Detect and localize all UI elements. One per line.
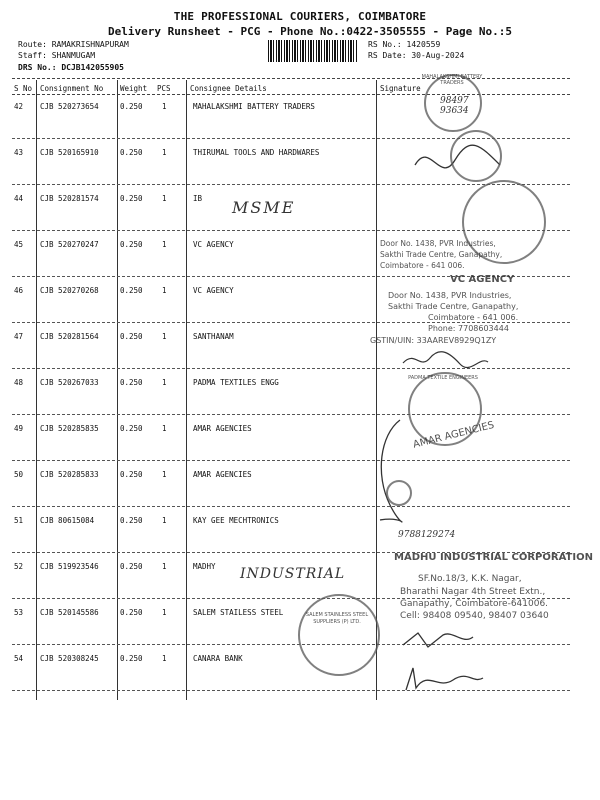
row-pcs: 1: [162, 286, 167, 295]
row-divider: [12, 644, 570, 645]
row-consignment: CJB 520267033: [40, 378, 99, 387]
handwritten-industrial: INDUSTRIAL: [240, 566, 346, 582]
row-weight: 0.250: [120, 102, 143, 111]
table-row: [0, 464, 600, 510]
document-title: THE PROFESSIONAL COURIERS, COIMBATORE: [173, 10, 427, 23]
madhu-stamp-address-2: [400, 586, 549, 622]
vc-agency-stamp-2: [388, 290, 518, 334]
rs-date-line: [368, 51, 464, 60]
row-divider: [12, 506, 570, 507]
row-sno: 46: [14, 286, 24, 295]
row-consignee: THIRUMAL TOOLS AND HARDWARES: [193, 148, 320, 157]
rs-no-value: 1420559: [406, 40, 441, 49]
signature-scribble: 98497 93634: [440, 96, 469, 116]
row-consignee: PADMA TEXTILES ENGG: [193, 378, 279, 387]
row-pcs: 1: [162, 194, 167, 203]
row-consignment: CJB 520308245: [40, 654, 99, 663]
row-weight: 0.250: [120, 654, 143, 663]
row-divider: [12, 414, 570, 415]
amar-agencies-stamp: AMAR AGENCIES: [412, 419, 496, 451]
vc-stamp-gstin: GSTIN/UIN: 33AAREV8929Q1ZY: [370, 336, 497, 345]
row-weight: 0.250: [120, 332, 143, 341]
madhu-handwritten-number: 9788129274: [398, 530, 456, 540]
vc-agency-name: VC AGENCY: [450, 274, 515, 285]
column-header-consignment: Consignment No: [40, 84, 104, 93]
route-line: [18, 40, 129, 49]
vc-stamp-line: Door No. 1438, PVR Industries,: [380, 239, 496, 248]
vc-stamp-line: Coimbatore - 641 006.: [380, 261, 465, 270]
signature-row-47: [400, 348, 490, 372]
row-consignee: SANTHANAM: [193, 332, 234, 341]
row-consignment: CJB 520165910: [40, 148, 99, 157]
row-consignee: IB: [193, 194, 203, 203]
column-header-signature: Signature: [380, 84, 421, 93]
row-pcs: 1: [162, 240, 167, 249]
route-label: Route:: [18, 40, 47, 49]
column-header-weight: Weight: [120, 84, 148, 93]
row-weight: 0.250: [120, 562, 143, 571]
madhu-stamp-name: MADHU INDUSTRIAL CORPORATION: [394, 552, 593, 563]
rs-no-label: RS No.:: [368, 40, 402, 49]
row-sno: 52: [14, 562, 24, 571]
barcode: [268, 40, 358, 62]
row-sno: 43: [14, 148, 24, 157]
madhu-stamp-line: Bharathi Nagar 4th Street Extn.,: [400, 587, 546, 597]
row-pcs: 1: [162, 562, 167, 571]
row-consignee: KAY GEE MECHTRONICS: [193, 516, 279, 525]
row-pcs: 1: [162, 470, 167, 479]
madhu-stamp-line: SF.No.18/3, K.K. Nagar,: [418, 574, 522, 584]
row-pcs: 1: [162, 654, 167, 663]
row-pcs: 1: [162, 424, 167, 433]
salem-stamp-text: SALEM STAINLESS STEEL SUPPLIERS (P) LTD.: [305, 612, 369, 625]
amar-signature-circle: [386, 480, 412, 506]
table-row: [0, 372, 600, 418]
drs-line: [18, 63, 124, 72]
vc-agency-stamp: [380, 238, 502, 271]
rs-date-label: RS Date:: [368, 51, 407, 60]
row-sno: 45: [14, 240, 24, 249]
signature-row-54: [398, 660, 488, 700]
row-consignment: CJB 520270268: [40, 286, 99, 295]
staff-line: [18, 51, 95, 60]
row-sno: 49: [14, 424, 24, 433]
drs-label: DRS No.:: [18, 63, 57, 72]
signature-row-49: [370, 415, 430, 525]
row-consignee: MAHALAKSHMI BATTERY TRADERS: [193, 102, 315, 111]
row-weight: 0.250: [120, 240, 143, 249]
table-row: [0, 510, 600, 556]
table-row: [0, 96, 600, 142]
row-pcs: 1: [162, 332, 167, 341]
row-consignee: AMAR AGENCIES: [193, 424, 252, 433]
row-sno: 47: [14, 332, 24, 341]
staff-label: Staff:: [18, 51, 47, 60]
vc-stamp-line: Door No. 1438, PVR Industries,: [388, 291, 512, 300]
column-header-sno: S No: [14, 84, 33, 93]
row-sno: 42: [14, 102, 24, 111]
row-weight: 0.250: [120, 470, 143, 479]
column-header-consignee: Consignee Details: [190, 84, 267, 93]
salem-round-stamp: [298, 594, 380, 676]
table-top-rule: [12, 78, 570, 79]
rs-date-value: 30-Aug-2024: [411, 51, 465, 60]
row-consignment: CJB 520285835: [40, 424, 99, 433]
vc-stamp-line: Sakthi Trade Centre, Ganapathy,: [380, 250, 503, 259]
row-consignment: CJB 520281574: [40, 194, 99, 203]
row-sno: 53: [14, 608, 24, 617]
row-sno: 48: [14, 378, 24, 387]
vc-stamp-phone: Phone: 7708603444: [428, 324, 509, 333]
table-row: [0, 648, 600, 694]
row-sno: 54: [14, 654, 24, 663]
row-weight: 0.250: [120, 378, 143, 387]
route-value: RAMAKRISHNAPURAM: [51, 40, 129, 49]
madhu-stamp-line: Ganapathy, Coimbatore-641006.: [400, 599, 549, 609]
row-pcs: 1: [162, 608, 167, 617]
vc-stamp-line: Coimbatore - 641 006.: [428, 313, 519, 322]
row-weight: 0.250: [120, 286, 143, 295]
row-sno: 44: [14, 194, 24, 203]
staff-value: SHANMUGAM: [51, 51, 96, 60]
row-consignment: CJB 520281564: [40, 332, 99, 341]
madhu-stamp-address: [418, 573, 522, 585]
signature-row-53: [398, 625, 478, 655]
row-weight: 0.250: [120, 424, 143, 433]
handwritten-msme: MSME: [232, 198, 296, 217]
row-consignment: CJB 520273654: [40, 102, 99, 111]
row-weight: 0.250: [120, 194, 143, 203]
row-pcs: 1: [162, 102, 167, 111]
row-consignment: CJB 520285833: [40, 470, 99, 479]
drs-value: DCJB142055905: [61, 63, 124, 72]
table-header-rule: [12, 94, 570, 95]
padma-stamp-text: PADMA TEXTILE ENGINEERS: [408, 375, 478, 381]
row-weight: 0.250: [120, 608, 143, 617]
row-weight: 0.250: [120, 516, 143, 525]
row-weight: 0.250: [120, 148, 143, 157]
row-consignment: CJB 519923546: [40, 562, 99, 571]
row-pcs: 1: [162, 516, 167, 525]
row-consignee: CANARA BANK: [193, 654, 243, 663]
round-stamp: [450, 130, 502, 182]
row-consignee: AMAR AGENCIES: [193, 470, 252, 479]
row-divider: [12, 460, 570, 461]
row-consignment: CJB 520145586: [40, 608, 99, 617]
column-header-pcs: PCS: [157, 84, 171, 93]
rs-no-line: [368, 40, 440, 49]
table-row: [0, 418, 600, 464]
vc-stamp-line: Sakthi Trade Centre, Ganapathy,: [388, 302, 519, 311]
mahalakshmi-stamp-text: MAHALAKSHMI BATTERY TRADERS: [421, 74, 483, 86]
madhu-stamp-phone: Cell: 98408 09540, 98407 03640: [400, 611, 549, 621]
row-consignee: SALEM STAILESS STEEL: [193, 608, 284, 617]
row-consignee: VC AGENCY: [193, 240, 234, 249]
document-subtitle: Delivery Runsheet - PCG - Phone No.:0422-3505555 - Page No.:5: [108, 25, 512, 38]
row-pcs: 1: [162, 378, 167, 387]
row-consignment: CJB 80615084: [40, 516, 95, 525]
row-pcs: 1: [162, 148, 167, 157]
row-sno: 51: [14, 516, 24, 525]
row-consignee: VC AGENCY: [193, 286, 234, 295]
row-consignment: CJB 520270247: [40, 240, 99, 249]
row-sno: 50: [14, 470, 24, 479]
row-consignee: MADHY: [193, 562, 216, 571]
